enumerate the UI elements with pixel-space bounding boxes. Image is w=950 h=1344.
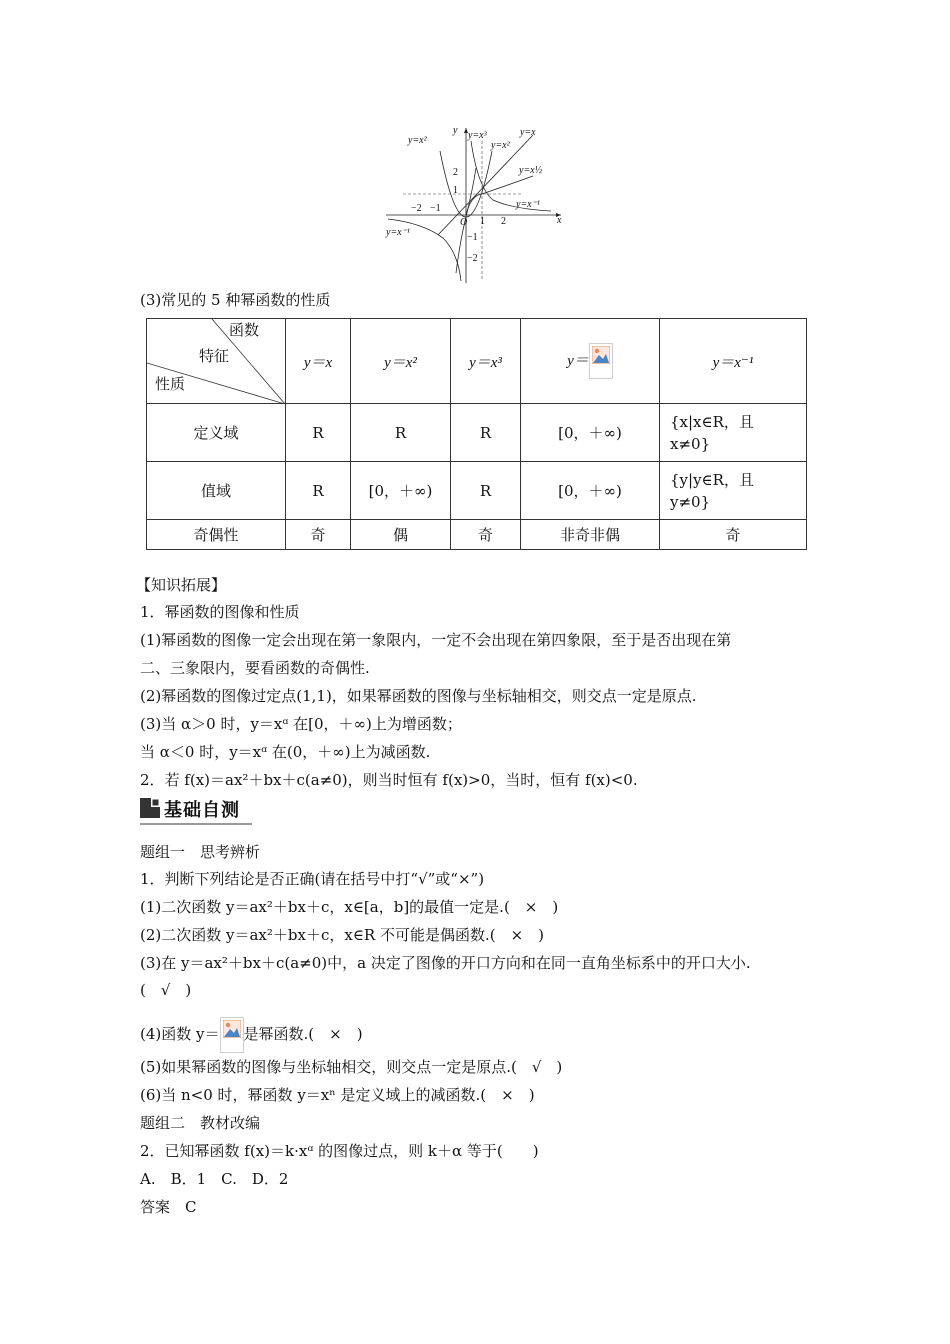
ext-line-5: (3)当 α＞0 时，y＝xᵅ 在[0，＋∞)上为增函数； [140, 715, 462, 733]
cell-line: x≠0} [670, 434, 711, 453]
cell-line: {y|y∈R，且 [670, 470, 754, 489]
corner-mid: 特征 [199, 347, 230, 365]
statement-3-answer: ( √ ) [140, 981, 192, 999]
ext-line-6: 当 α＜0 时，y＝xᵅ 在(0，＋∞)上为减函数. [140, 743, 431, 761]
cell-line: y≠0} [670, 492, 711, 511]
table-cell: 奇 [660, 520, 807, 550]
ext-line-7: 2．若 f(x)＝ax²＋bx＋c(a≠0)，则当时恒有 f(x)>0，当时，恒有 f(x)<0. [140, 771, 638, 789]
table-cell: 奇 [286, 520, 351, 550]
label-x-axis: x [557, 215, 562, 226]
header-cell: y＝x⁻¹ [660, 319, 807, 404]
corner-top: 函数 [229, 321, 260, 339]
table-cell: 非奇非偶 [521, 520, 660, 550]
table-cell: R [451, 404, 521, 462]
label-origin: O [460, 217, 468, 228]
power-function-graph [383, 123, 568, 285]
ext-line-4: (2)幂函数的图像过定点(1,1)，如果幂函数的图像与坐标轴相交，则交点一定是原点. [140, 687, 697, 705]
label-y-axis: y [453, 125, 458, 136]
ext-line-1: 1．幂函数的图像和性质 [140, 603, 300, 621]
row-label: 定义域 [147, 404, 286, 462]
table-cell [660, 462, 807, 520]
tick-neg2: −2 [411, 203, 422, 214]
table-cell: R [351, 404, 451, 462]
tick-neg1: −1 [430, 203, 441, 214]
table-cell: R [286, 462, 351, 520]
ext-title: 【知识拓展】 [136, 576, 227, 594]
table-corner [147, 319, 286, 404]
tick-y1: 1 [453, 185, 458, 196]
table-cell: [0，＋∞) [521, 462, 660, 520]
table-cell: [0，＋∞) [351, 462, 451, 520]
statement-4 [140, 1017, 363, 1053]
group-1-title: 题组一 思考辨析 [140, 843, 261, 861]
answer: 答案 C [140, 1198, 197, 1216]
table-cell: 奇 [451, 520, 521, 550]
table-cell: R [286, 404, 351, 462]
tick-yneg2: −2 [467, 253, 478, 264]
group-2-title: 题组二 教材改编 [140, 1114, 261, 1132]
label-y-x2: y=x² [408, 135, 427, 146]
section3-title: (3)常见的 5 种幂函数的性质 [140, 291, 331, 309]
cell-line: {x|x∈R，且 [670, 412, 754, 431]
label-y-x3: y=x³ [468, 130, 487, 141]
statement-4-a: (4)函数 y＝ [140, 1025, 220, 1043]
tick-2: 2 [501, 216, 506, 227]
corner-bottom: 性质 [155, 375, 186, 393]
question-1: 1．判断下列结论是否正确(请在括号中打“√”或“×”) [140, 870, 485, 888]
header-cell [521, 319, 660, 404]
header-text: y＝ [567, 353, 589, 369]
header-cell: y＝x³ [451, 319, 521, 404]
section-title: 基础自测 [164, 800, 240, 821]
ext-line-2: (1)幂函数的图像一定会出现在第一象限内，一定不会出现在第四象限，至于是否出现在第 [140, 631, 732, 649]
tick-1: 1 [480, 216, 485, 227]
label-y-xneg1-left: y=x⁻¹ [386, 227, 410, 238]
tick-yneg1: −1 [467, 232, 478, 243]
table-cell: [0，＋∞) [521, 404, 660, 462]
table-cell: 偶 [351, 520, 451, 550]
section-heading [140, 794, 252, 822]
tick-y2: 2 [453, 167, 458, 178]
label-y-x2b: y=x² [491, 140, 510, 151]
statement-4-b: 是幂函数.( × ) [243, 1025, 363, 1043]
options: A. B．1 C. D．2 [140, 1170, 289, 1188]
header-cell: y＝x [286, 319, 351, 404]
label-y-xneg1-right: y=x⁻¹ [516, 199, 540, 210]
question-2: 2．已知幂函数 f(x)＝k·xᵅ 的图像过点，则 k＋α 等于( ) [140, 1142, 539, 1160]
table-cell: R [451, 462, 521, 520]
statement-3: (3)在 y＝ax²＋bx＋c(a≠0)中，a 决定了图像的开口方向和在同一直角坐标系中的开口大小. [140, 954, 751, 972]
power-function-table [146, 318, 807, 550]
ext-line-3: 二、三象限内，要看函数的奇偶性. [140, 659, 370, 677]
row-label: 值域 [147, 462, 286, 520]
table-cell [660, 404, 807, 462]
label-y-xhalf: y=x½ [519, 165, 543, 176]
row-label: 奇偶性 [147, 520, 286, 550]
broken-image-icon [220, 1017, 244, 1053]
header-cell: y＝x² [351, 319, 451, 404]
section-icon [140, 798, 160, 818]
statement-6: (6)当 n<0 时，幂函数 y＝xⁿ 是定义域上的减函数.( × ) [140, 1086, 535, 1104]
label-y-x: y=x [520, 127, 536, 138]
statement-5: (5)如果幂函数的图像与坐标轴相交，则交点一定是原点.( √ ) [140, 1058, 563, 1076]
statement-2: (2)二次函数 y＝ax²＋bx＋c，x∈R 不可能是偶函数.( × ) [140, 926, 545, 944]
statement-1: (1)二次函数 y＝ax²＋bx＋c，x∈[a，b]的最值一定是.( × ) [140, 898, 559, 916]
broken-image-icon [589, 343, 613, 379]
section-underline [140, 823, 252, 825]
